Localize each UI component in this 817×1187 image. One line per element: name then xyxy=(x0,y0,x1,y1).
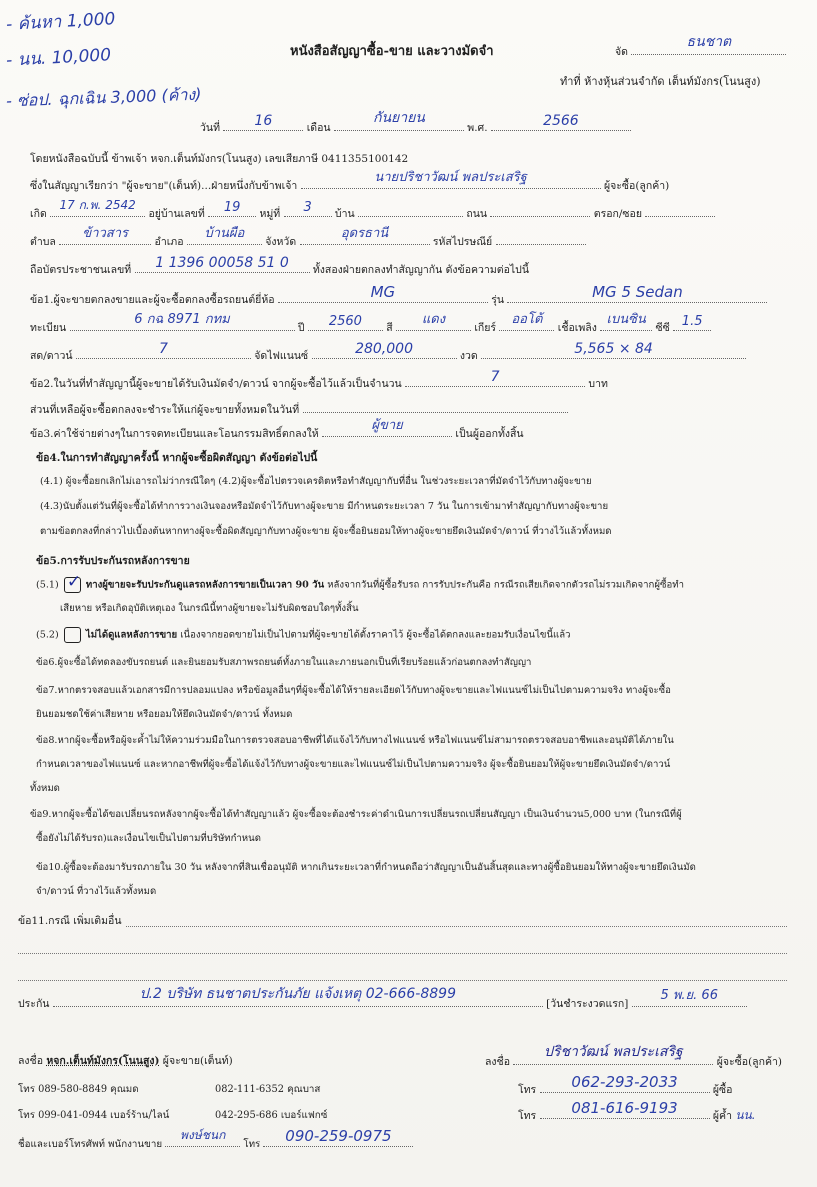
province-value: อุดรธานี xyxy=(340,226,389,241)
car-brand-line xyxy=(30,283,767,308)
house-value: 19 xyxy=(223,200,241,215)
day-label: วันที่ xyxy=(200,122,220,134)
remain-line xyxy=(30,400,568,418)
clause10-line1: ข้อ10.ผู้ซื้อจะต้องมารับรถภายใน 30 วัน หลังจากที่สินเชื่ออนุมัติ หากเกินระยะเวลาที่กำหนดถือว่าสัญญาเป็นอันสิ้นสุดและทางผู้ซื้อยินยอมให้ทางผู้จะขายยึดเงินมัด xyxy=(36,862,696,873)
year-label: พ.ศ. xyxy=(467,122,488,134)
car-finance-line xyxy=(30,341,746,364)
extra-blank-line-1 xyxy=(18,953,787,954)
note-line-1: - ค้นหา 1,000 xyxy=(5,9,116,35)
month-label: เดือน xyxy=(306,122,331,134)
guarantor-tel-role: ผู้ค้ำ xyxy=(712,1110,732,1122)
clause5-1-number: (5.1) xyxy=(36,579,59,591)
document-title: หนังสือสัญญาซื้อ-ขาย และวางมัดจำ xyxy=(290,44,494,59)
clause4-3-line2: ตามข้อตกลงที่กล่าวไปเบื้องต้นหากทางผู้จะซื้อผิดสัญญากับทางผู้จะขาย ผู้จะซื้อยินยอมให้ทางผู้จะขายยึดเงินมัดจำ/ดาวน์ ที่วางไว้แล้วทั้งหมด xyxy=(40,526,612,537)
fuel-value: เบนซิน xyxy=(606,312,646,327)
guarantor-tel-value: 081-616-9193 xyxy=(571,1099,678,1117)
moo-value: 3 xyxy=(303,200,312,215)
brand-value: MG xyxy=(370,283,396,301)
contact-left-1: โทร 089-580-8849 คุณมด xyxy=(18,1084,139,1095)
village-label: บ้าน xyxy=(334,208,355,220)
buyer-sign-role: ผู้จะซื้อ(ลูกค้า) xyxy=(716,1056,782,1068)
road-label: ถนน xyxy=(466,208,488,220)
clause5-1-bold: ทางผู้ขายจะรับประกันดูแลรถหลังการขายเป็นเวลา 90 วัน xyxy=(85,579,325,591)
note-line-3: - ซ่อป. ฉุกเฉิน 3,000 (ค้าง) xyxy=(5,84,202,111)
down-value: 7 xyxy=(158,341,168,357)
province-label: จังหวัด xyxy=(265,236,297,248)
car-year-value: 2560 xyxy=(328,314,362,329)
gear-value: ออโต้ xyxy=(511,312,543,327)
sales-staff-line xyxy=(18,1127,413,1152)
clause8-line2: กำหนดเวลาของไฟแนนซ์ และหากอาชีพที่ผู้จะซื้อได้แจ้งไว้กับทางผู้จะขายและไฟแนนซ์ไม่เป็นไปตามความจริง ผู้จะซื้อยินยอมให้ผู้จะขายยึดเงินมัดจำ/ดาวน์ xyxy=(36,759,671,770)
clause4-1: (4.1) ผู้จะซื้อยกเลิกไม่เอารถไม่ว่ากรณีใดๆ (4.2)ผู้จะซื้อไปตรวจเครดิตหรือทำสัญญากับที่อื่น ในช่วงระยะเวลาที่มัดจำไว้กับทางผู้จะขาย xyxy=(40,476,592,487)
buyer-signature-line xyxy=(485,1044,782,1070)
clause5-2-line xyxy=(36,627,571,643)
contact-mid-1: 082-111-6352 คุณบาส xyxy=(215,1084,321,1095)
insurance-value: ป.2 บริษัท ธนชาตประกันภัย แจ้งเหตุ 02-666-8899 xyxy=(139,986,456,1002)
gear-label: เกียร์ xyxy=(474,322,497,334)
born-value: 17 ก.พ. 2542 xyxy=(59,198,136,212)
staff-name: พงษ์ชนก xyxy=(180,1128,226,1142)
clause5-heading: ข้อ5.การรับประกันรถหลังการขาย xyxy=(36,555,190,567)
buyer-signature: ปริชาวัฒน์ พลประเสริฐ xyxy=(544,1044,683,1060)
clause11-blank-line xyxy=(126,926,787,927)
finance-label: จัดไฟแนนซ์ xyxy=(254,350,309,362)
seller-sign-label: ลงชื่อ xyxy=(18,1055,43,1067)
installment-value: 5,565 × 84 xyxy=(574,341,653,357)
fuel-label: เชื้อเพลิง xyxy=(557,322,597,334)
color-value: แดง xyxy=(421,312,446,327)
clause3-text: ข้อ3.ค่าใช้จ่ายต่างๆในการจดทะเบียนและโอนกรรมสิทธิ์ตกลงให้ xyxy=(30,428,319,440)
made-at: ทำที่ ห้างหุ้นส่วนจำกัด เต็นท์มังกร(โนนสูง) xyxy=(560,75,761,88)
color-label: สี xyxy=(386,322,393,334)
guarantor-phone-line xyxy=(518,1099,756,1125)
guarantor-note: นน. xyxy=(735,1108,756,1122)
model-value: MG 5 Sedan xyxy=(592,283,683,301)
seller-role: ผู้จะขาย(เต็นท์) xyxy=(162,1055,233,1067)
seller-buyer-line xyxy=(30,170,670,194)
cc-value: 1.5 xyxy=(681,314,703,329)
staff-tel-value: 090-259-0975 xyxy=(285,1127,392,1145)
clause8-line3: ทั้งหมด xyxy=(30,783,60,794)
clause4-heading: ข้อ4.ในการทำสัญญาครั้งนี้ หากผู้จะซื้อผิดสัญญา ดังข้อต่อไปนี้ xyxy=(36,452,318,464)
seller-name: หจก.เต็นท์มังกร(โนนสูง) xyxy=(46,1055,160,1067)
amphoe-label: อำเภอ xyxy=(154,236,184,248)
extra-blank-line-2 xyxy=(18,980,787,981)
clause2-line xyxy=(30,369,608,392)
staff-label: ชื่อและเบอร์โทรศัพท์ พนักงานขาย xyxy=(18,1139,163,1150)
check-icon: ✓ xyxy=(66,572,82,592)
clause2-value: 7 xyxy=(490,369,500,385)
clause2-unit: บาท xyxy=(588,378,608,390)
intro-line: โดยหนังสือฉบับนี้ ข้าพเจ้า หจก.เต็นท์มังกร(โนนสูง) เลขเสียภาษี 0411355100142 xyxy=(30,153,409,165)
plate-label: ทะเบียน xyxy=(30,322,67,334)
clause4-3-line1: (4.3)นับตั้งแต่วันที่ผู้จะซื้อได้ทำการวางเงินจองหรือมัดจำไว้กับทางผู้จะขาย มีกำหนดระยะเวลา 7 วัน ในการเข้ามาทำสัญญากับทางผู้จะขาย xyxy=(40,501,609,512)
id-label: ถือบัตรประชาชนเลขที่ xyxy=(30,264,132,276)
clause3-after: เป็นผู้ออกทั้งสิ้น xyxy=(455,428,524,440)
clause5-2-bold: ไม่ได้ดูแลหลังการขาย xyxy=(85,629,178,641)
buyer-tel-role: ผู้ซื้อ xyxy=(712,1084,733,1096)
clause10-line2: จำ/ดาวน์ ที่วางไว้แล้วทั้งหมด xyxy=(36,886,157,897)
clause11-label: ข้อ11.กรณี เพิ่มเติมอื่น xyxy=(18,915,122,927)
car-plate-line xyxy=(30,312,711,336)
clause5-2-number: (5.2) xyxy=(36,629,59,641)
clause6: ข้อ6.ผู้จะซื้อได้ทดลองขับรถยนต์ และยินยอมรับสภาพรถยนต์ทั้งภายในและภายนอกเป็นที่เรียบร้อยแล้วก่อนตกลงทำสัญญา xyxy=(36,657,532,668)
clause2-text: ข้อ2.ในวันที่ทำสัญญานี้ผู้จะขายได้รับเงินมัดจำ/ดาวน์ จากผู้จะซื้อไว้แล้วเป็นจำนวน xyxy=(30,378,402,390)
clause3-line xyxy=(30,418,524,442)
buyer-sign-label: ลงชื่อ xyxy=(485,1056,510,1068)
buyer-phone-line xyxy=(518,1073,733,1098)
seller-signature-line xyxy=(18,1052,233,1069)
date-line xyxy=(200,110,631,136)
year-value: 2566 xyxy=(543,113,579,129)
buyer-role: ผู้จะซื้อ(ลูกค้า) xyxy=(603,180,670,192)
clause5-1-line2: เสียหาย หรือเกิดอุบัติเหตุเอง ในกรณีนี้ทางผู้ขายจะไม่รับผิดชอบใดๆทั้งสิ้น xyxy=(60,603,359,614)
tambon-label: ตำบล xyxy=(30,236,56,248)
insurance-line xyxy=(18,986,747,1012)
clause1-label: ข้อ1.ผู้จะขายตกลงขายและผู้จะซื้อตกลงซื้อรถยนต์ยี่ห้อ xyxy=(30,294,275,306)
buyer-tel-label: โทร xyxy=(518,1084,537,1096)
cc-label: ซีซี xyxy=(655,322,670,334)
id-value: 1 1396 00058 51 0 xyxy=(155,255,289,271)
birth-address-line xyxy=(30,198,715,222)
finance-value: 280,000 xyxy=(355,341,413,357)
insurance-label: ประกัน xyxy=(18,998,50,1010)
guarantor-tel-label: โทร xyxy=(518,1110,537,1122)
model-label: รุ่น xyxy=(491,294,505,306)
warranty-90-checkbox[interactable] xyxy=(64,572,82,593)
clause8-line1: ข้อ8.หากผู้จะซื้อหรือผู้จะค้ำไม่ให้ความร่วมมือในการตรวจสอบอาชีพที่ได้แจ้งไว้กับทางไฟแนนซ์ หรือไฟแนนซ์ไม่สามารถตรวจสอบอาชีพและอนุมัติได้ภายใน xyxy=(36,735,674,746)
clause7-line2: ยินยอมชดใช้ค่าเสียหาย หรือยอมให้ยึดเงินมัดจำ/ดาวน์ ทั้งหมด xyxy=(36,709,293,720)
note-line-2: - นน. 10,000 xyxy=(5,45,112,71)
car-year-label: ปี xyxy=(297,322,305,334)
contact-left-2: โทร 099-041-0944 เบอร์ร้าน/ไลน์ xyxy=(18,1110,170,1121)
house-label: อยู่บ้านเลขที่ xyxy=(148,208,205,220)
staff-tel-label: โทร xyxy=(243,1139,261,1150)
postcode-label: รหัสไปรษณีย์ xyxy=(432,236,493,248)
id-after: ทั้งสองฝ่ายตกลงทำสัญญากัน ดังข้อความต่อไปนี้ xyxy=(312,264,530,276)
at-label: จัด xyxy=(615,46,628,58)
remain-text: ส่วนที่เหลือผู้จะซื้อตกลงจะชำระให้แก่ผู้จะขายทั้งหมดในวันที่ xyxy=(30,404,300,416)
down-label: สด/ดาวน์ xyxy=(30,350,73,362)
at-value: ธนชาต xyxy=(686,34,732,50)
id-line xyxy=(30,255,530,278)
no-warranty-checkbox[interactable] xyxy=(64,627,81,643)
clause5-1-line1 xyxy=(36,572,684,593)
day-value: 16 xyxy=(254,113,273,129)
at-field xyxy=(615,34,786,60)
clause5-1-rest: หลังจากวันที่ผู้ซื้อรับรถ การรับประกันคือ กรณีรถเสียเกิดจากตัวรถไม่รวมเกิดจากผู้ซื้อทำ xyxy=(327,579,684,591)
born-label: เกิด xyxy=(30,208,47,220)
installment-label: งวด xyxy=(459,350,478,362)
clause9-line1: ข้อ9.หากผู้จะซื้อได้ขอเปลี่ยนรถหลังจากผู้จะซื้อได้ทำสัญญาแล้ว ผู้จะซื้อจะต้องชำระค่าดำเนินการเปลี่ยนรถเปลี่ยนสัญญา เป็นเงินจำนวน5,000 บาท (ในกรณีที่ผู้ xyxy=(30,809,682,820)
location-line xyxy=(30,226,586,250)
plate-value: 6 กฉ 8971 กทม xyxy=(134,312,230,327)
clause9-line2: ซื้อยังไม่ได้รับรถ)และเงื่อนไขเป็นไปตามที่บริษัทกำหนด xyxy=(36,833,261,844)
tambon-value: ข้าวสาร xyxy=(82,226,129,241)
contact-mid-2: 042-295-686 เบอร์แฟกซ์ xyxy=(215,1110,328,1121)
clause5-2-rest: เนื่องจากยอดขายไม่เป็นไปตามที่ผู้จะขายได้ตั้งราคาไว้ ผู้จะซื้อได้ตกลงและยอมรับเงื่อนไขนี้แล้ว xyxy=(180,629,571,641)
clause7-line1: ข้อ7.หากตรวจสอบแล้วเอกสารมีการปลอมแปลง หรือข้อมูลอื่นๆที่ผู้จะซื้อได้ให้รายละเอียดไว้กับทางผู้จะขายและไฟแนนซ์ไม่เป็นไปตามความจริง ทางผู้จะซื้อ xyxy=(36,685,671,696)
buyer-tel-value: 062-293-2033 xyxy=(571,1073,678,1091)
first-payment-label: [วันชำระงวดแรก] xyxy=(546,998,629,1010)
moo-label: หมู่ที่ xyxy=(259,208,281,220)
alley-label: ตรอก/ซอย xyxy=(593,208,643,220)
month-value: กันยายน xyxy=(372,110,425,126)
clause3-value: ผู้ขาย xyxy=(371,418,403,433)
seller-call: ซึ่งในสัญญาเรียกว่า "ผู้จะขาย"(เต็นท์)...ฝ่ายหนึ่งกับข้าพเจ้า xyxy=(30,180,298,192)
amphoe-value: บ้านผือ xyxy=(204,226,245,241)
buyer-name: นายปริชาวัฒน์ พลประเสริฐ xyxy=(374,170,527,185)
first-payment-value: 5 พ.ย. 66 xyxy=(660,988,718,1003)
